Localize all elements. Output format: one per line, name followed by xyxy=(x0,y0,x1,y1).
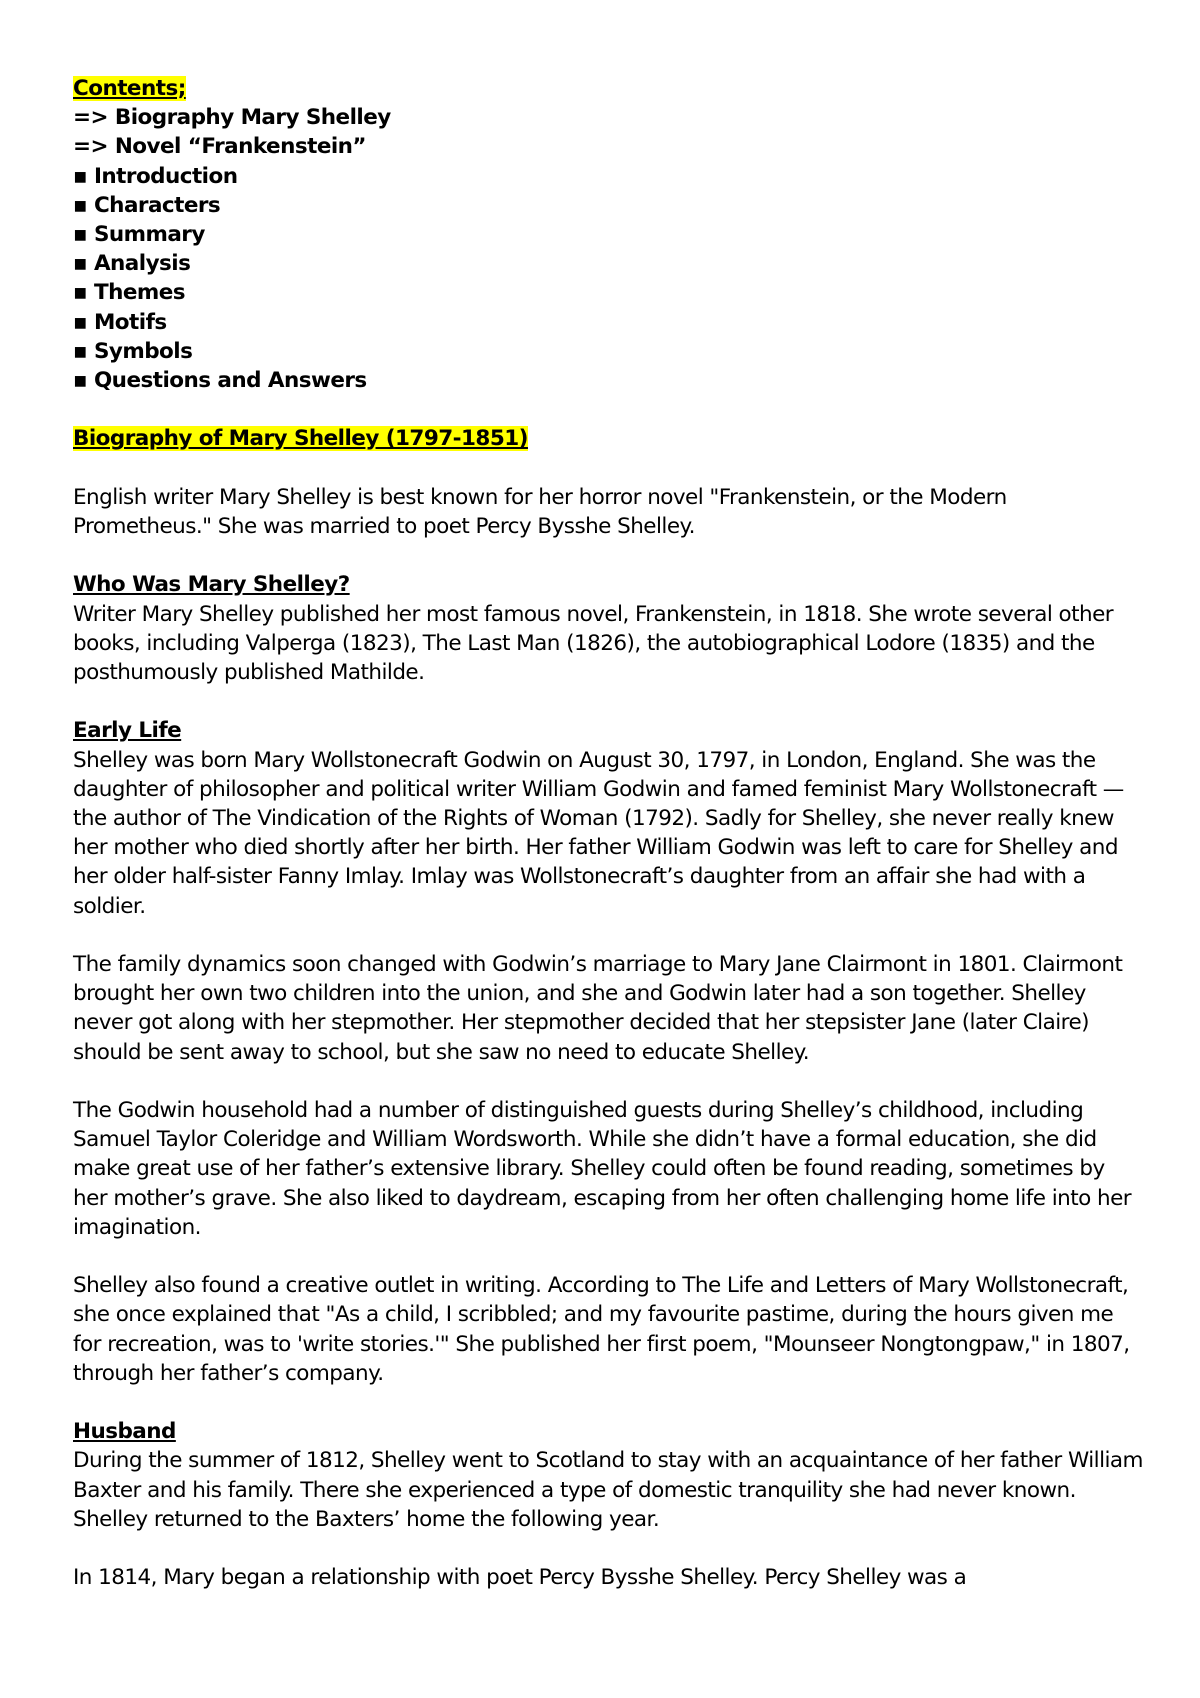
paragraph: The Godwin household had a number of distinguished guests during Shelley’s childhood, including Samuel Taylor Coleridge and William Wordsworth. While she didn’t have a formal education, she did make great use of her father’s extensive library. Shelley could often be found reading, sometimes by her mother’s grave. She also liked to daydream, escaping from her often challenging home life into her imagination. xyxy=(73,1098,1132,1240)
toc-item: => Biography Mary Shelley xyxy=(73,105,391,131)
spacer xyxy=(73,687,1143,716)
spacer xyxy=(73,1067,1143,1096)
spacer xyxy=(73,541,1143,570)
paragraph: The family dynamics soon changed with Godwin’s marriage to Mary Jane Clairmont in 1801. Clairmont brought her own two children into the union, and she and Godwin later had a son together. Shelley never got along with her stepmother. Her stepmother decided that her stepsister Jane (later Claire) should be sent away to school, but she saw no need to educate Shelley. xyxy=(73,952,1123,1065)
paragraph: Shelley also found a creative outlet in writing. According to The Life and Letters of Mary Wollstonecraft, she once explained that "As a child, I scribbled; and my favourite pastime, during the hours given me for recreation, was to 'write stories.'" She published her first poem, "Mounseer Nongtongpaw," in 1807, through her father’s company. xyxy=(73,1273,1130,1386)
paragraph: Shelley was born Mary Wollstonecraft Godwin on August 30, 1797, in London, England. She was the daughter of philosopher and political writer William Godwin and famed feminist Mary Wollstonecraft — the author of The Vindication of the Rights of Woman (1792). Sadly for Shelley, she never really knew her mother who died shortly after her birth. Her father William Godwin was left to care for Shelley and her older half-sister Fanny Imlay. Imlay was Wollstonecraft’s daughter from an affair she had with a soldier. xyxy=(73,747,1124,919)
toc-item: ▪ Summary xyxy=(73,222,205,248)
spacer xyxy=(73,921,1143,950)
spacer xyxy=(73,1534,1143,1563)
spacer xyxy=(73,1388,1143,1417)
toc-item: ▪ Symbols xyxy=(73,338,193,364)
toc-item: ▪ Questions and Answers xyxy=(73,368,367,394)
toc-item: ▪ Analysis xyxy=(73,251,191,277)
section-heading: Early Life xyxy=(73,718,182,744)
spacer xyxy=(73,395,1143,424)
spacer xyxy=(73,454,1143,483)
contents-title: Contents; xyxy=(73,76,186,101)
section-heading: Husband xyxy=(73,1419,176,1445)
document-body xyxy=(73,74,1143,1592)
toc-item: ▪ Introduction xyxy=(73,163,238,189)
paragraph: Writer Mary Shelley published her most famous novel, Frankenstein, in 1818. She wrote several other books, including Valperga (1823), The Last Man (1826), the autobiographical Lodore (1835) and the posthumously published Mathilde. xyxy=(73,601,1114,686)
toc-item: => Novel “Frankenstein” xyxy=(73,134,367,160)
paragraph: During the summer of 1812, Shelley went to Scotland to stay with an acquaintance of her father William Baxter and his family. There she experienced a type of domestic tranquility she had never known. Shelley returned to the Baxters’ home the following year. xyxy=(73,1448,1143,1532)
table-of-contents xyxy=(73,74,1143,395)
section-heading: Who Was Mary Shelley? xyxy=(73,572,350,598)
spacer xyxy=(73,1242,1143,1271)
toc-item: ▪ Motifs xyxy=(73,309,167,335)
toc-item: ▪ Themes xyxy=(73,280,185,306)
intro-paragraph: English writer Mary Shelley is best known for her horror novel "Frankenstein, or the Modern Prometheus." She was married to poet Percy Bysshe Shelley. xyxy=(73,484,1007,540)
paragraph: In 1814, Mary began a relationship with poet Percy Bysshe Shelley. Percy Shelley was a xyxy=(73,1565,967,1591)
section-title: Biography of Mary Shelley (1797-1851) xyxy=(73,426,528,452)
toc-item: ▪ Characters xyxy=(73,192,221,218)
